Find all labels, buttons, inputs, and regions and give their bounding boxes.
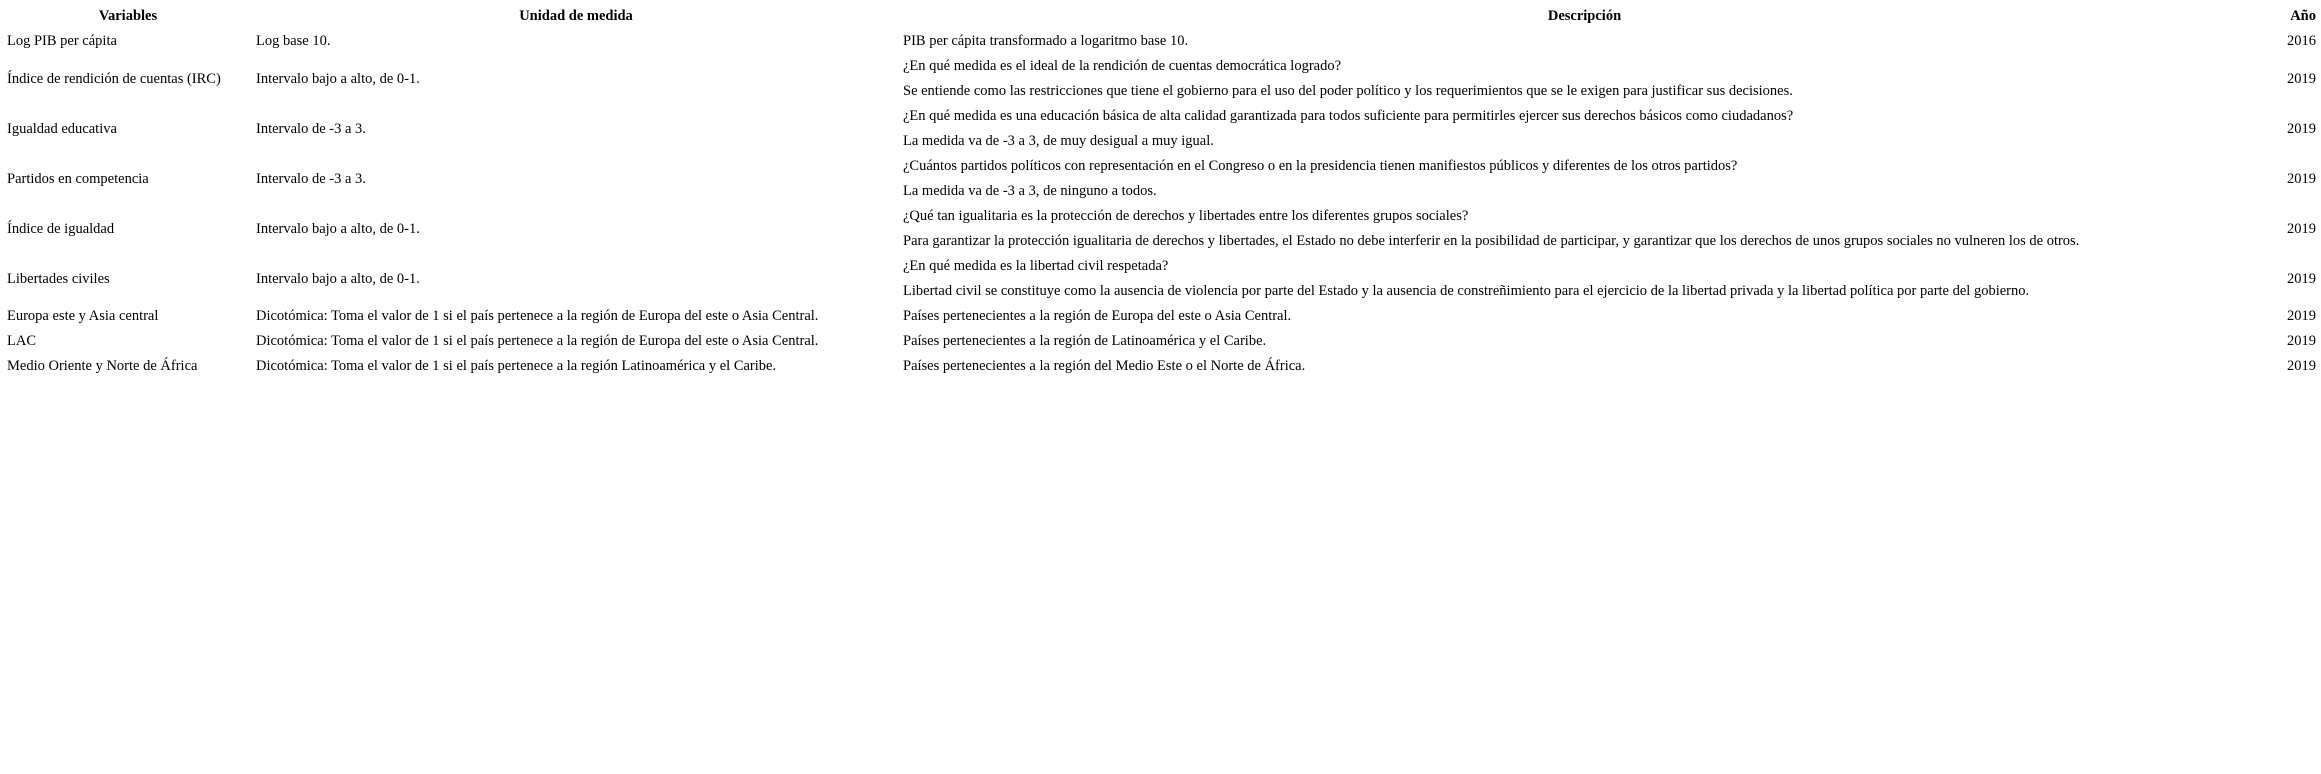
unidad-cell: Intervalo bajo a alto, de 0-1.: [256, 270, 420, 287]
anio-cell: 2019: [2287, 358, 2316, 374]
anio-cell: 2019: [2287, 120, 2316, 137]
anio-cell: 2019: [2287, 308, 2316, 324]
descripcion-cell: ¿En qué medida es una educación básica de alta calidad garantizada para todos suficiente para permitirles ejercer sus derechos básicos como ciudadanos?: [903, 108, 1794, 124]
descripcion-cell: Se entiende como las restricciones que tiene el gobierno para el uso del poder político y los requerimientos que se le exigen para justificar sus decisiones.: [903, 83, 1793, 99]
anio-cell: 2019: [2287, 70, 2316, 87]
unidad-cell: Intervalo bajo a alto, de 0-1.: [256, 220, 420, 237]
variable-cell: Libertades civiles: [7, 270, 110, 287]
descripcion-cell: Libertad civil se constituye como la ausencia de violencia por parte del Estado y la ausencia de constreñimiento para el ejercicio de la libertad privada y la libertad política por parte del gobierno.: [903, 283, 2030, 299]
descripcion-cell: ¿Cuántos partidos políticos con representación en el Congreso o en la presidencia tienen manifiestos públicos y diferentes de los otros partidos?: [903, 158, 1738, 174]
descripcion-cell: ¿En qué medida es el ideal de la rendición de cuentas democrática logrado?: [903, 58, 1342, 74]
variables-table: [0, 4, 2316, 379]
table-row: [0, 204, 2316, 229]
anio-cell: 2019: [2287, 170, 2316, 187]
descripcion-cell: ¿En qué medida es la libertad civil respetada?: [903, 258, 1169, 274]
anio-cell: 2019: [2287, 333, 2316, 349]
anio-cell: 2019: [2287, 270, 2316, 287]
descripcion-cell: Países pertenecientes a la región de Europa del este o Asia Central.: [903, 308, 1292, 324]
unidad-cell: Dicotómica: Toma el valor de 1 si el país pertenece a la región Latinoamérica y el Caribe.: [256, 358, 777, 374]
table-row: [0, 329, 2316, 354]
variable-cell: Medio Oriente y Norte de África: [7, 358, 198, 374]
table-row: [0, 254, 2316, 279]
variable-cell: Índice de igualdad: [7, 220, 115, 237]
unidad-cell: Intervalo de -3 a 3.: [256, 170, 366, 187]
descripcion-cell: Países pertenecientes a la región del Medio Este o el Norte de África.: [903, 358, 1306, 374]
variable-cell: Igualdad educativa: [7, 120, 117, 137]
header-variables: Variables: [98, 8, 158, 24]
variable-cell: Log PIB per cápita: [7, 33, 117, 49]
unidad-cell: Log base 10.: [256, 33, 331, 49]
header-anio: Año: [2290, 8, 2316, 24]
variable-cell: LAC: [7, 333, 36, 349]
variable-cell: Europa este y Asia central: [7, 308, 159, 324]
table-row: [0, 54, 2316, 79]
anio-cell: 2016: [2287, 33, 2316, 49]
descripcion-cell: PIB per cápita transformado a logaritmo base 10.: [903, 33, 1189, 49]
header-descripcion: Descripción: [1547, 8, 1622, 24]
header-unidad: Unidad de medida: [519, 8, 633, 24]
table-row: [0, 154, 2316, 179]
table-row: [0, 354, 2316, 379]
unidad-cell: Dicotómica: Toma el valor de 1 si el país pertenece a la región de Europa del este o Asia Central.: [256, 333, 819, 349]
descripcion-cell: Para garantizar la protección igualitaria de derechos y libertades, el Estado no debe interferir en la posibilidad de participar, y garantizar que los derechos de unos grupos sociales no vulneren los de otros.: [903, 233, 2080, 249]
unidad-cell: Dicotómica: Toma el valor de 1 si el país pertenece a la región de Europa del este o Asia Central.: [256, 308, 819, 324]
header-row: [0, 4, 2316, 29]
descripcion-cell: ¿Qué tan igualitaria es la protección de derechos y libertades entre los diferentes grupos sociales?: [903, 208, 1469, 224]
descripcion-cell: Países pertenecientes a la región de Latinoamérica y el Caribe.: [903, 333, 1267, 349]
unidad-cell: Intervalo de -3 a 3.: [256, 120, 366, 137]
table-row: [0, 104, 2316, 129]
unidad-cell: Intervalo bajo a alto, de 0-1.: [256, 70, 420, 87]
descripcion-cell: La medida va de -3 a 3, de ninguno a todos.: [903, 183, 1157, 199]
table-row: [0, 29, 2316, 54]
table-row: [0, 304, 2316, 329]
variable-cell: Partidos en competencia: [7, 170, 149, 187]
anio-cell: 2019: [2287, 220, 2316, 237]
descripcion-cell: La medida va de -3 a 3, de muy desigual a muy igual.: [903, 133, 1214, 149]
variable-cell: Índice de rendición de cuentas (IRC): [7, 70, 221, 87]
